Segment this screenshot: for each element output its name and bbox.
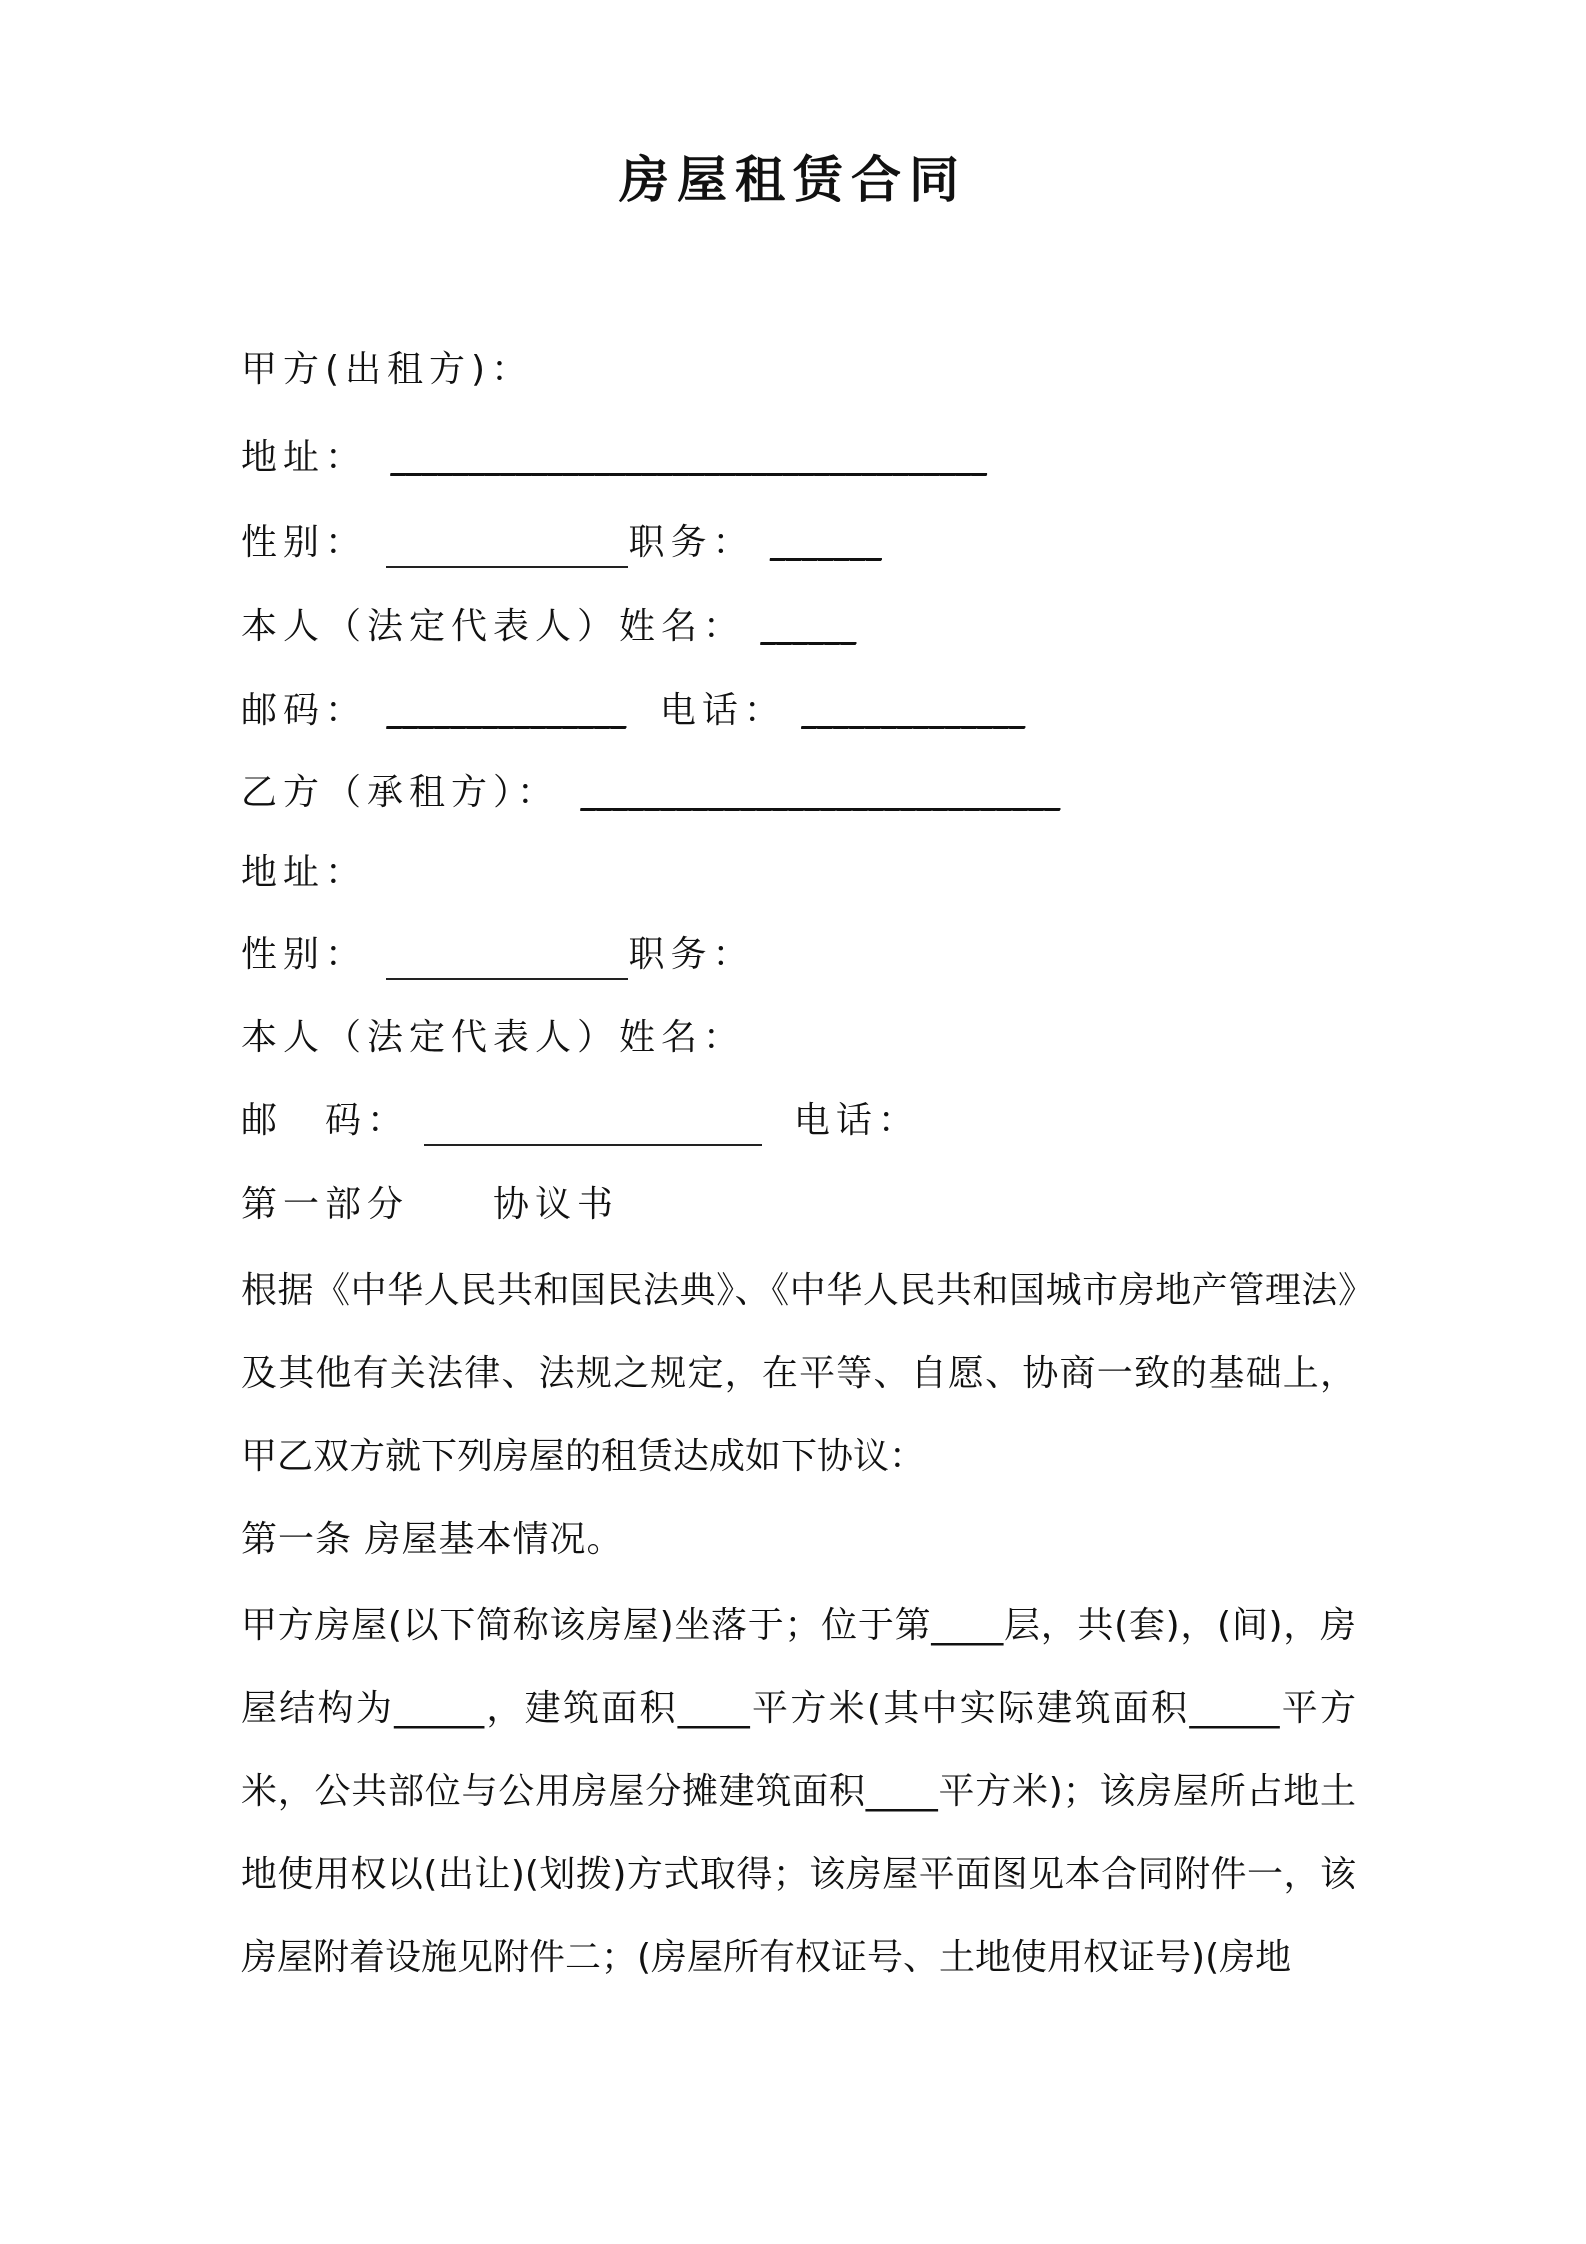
party-a-address-label: 地址：	[241, 437, 368, 478]
party-b-duty-label: 职务：	[628, 934, 755, 975]
party-a-gender-row	[241, 513, 882, 573]
document-title: 房屋租赁合同	[619, 151, 967, 209]
party-a-name-blank[interactable]: ______	[760, 611, 857, 646]
party-b-name-label: 本人（法定代表人）姓名：	[241, 1017, 746, 1058]
party-b-phone-label: 电话：	[793, 1100, 920, 1141]
party-a-gender-blank[interactable]	[386, 520, 628, 568]
party-a-name-label: 本人（法定代表人）姓名：	[241, 606, 746, 647]
party-b-postcode-blank[interactable]	[424, 1098, 762, 1146]
party-b-gender-row	[241, 925, 754, 985]
party-b-heading-blank[interactable]: ______________________________	[580, 777, 1061, 812]
party-a-phone-label: 电话：	[659, 690, 786, 731]
party-b-contact-row	[241, 1091, 920, 1151]
party-a-gender-label: 性别：	[241, 522, 368, 563]
party-a-address-row	[241, 428, 987, 488]
party-a-phone-blank[interactable]: ______________	[801, 695, 1026, 730]
party-a-postcode-blank[interactable]: _______________	[386, 695, 627, 730]
party-a-postcode-label: 邮码：	[241, 690, 368, 731]
part-one-heading: 第一部分 协议书	[241, 1184, 620, 1225]
party-a-contact-row	[241, 681, 1025, 741]
article-one-body: 甲方房屋(以下简称该房屋)坐落于；位于第____层，共(套)，(间)，房屋结构为_____，建筑面积____平方米(其中实际建筑面积_____平方米，公共部位与公用房屋分摊建筑面积____平方米)；该房屋所占地土地使用权以(出让)(划拨)方式取得；该房屋平面图见本合同附件一，该房屋附着设施见附件二；(房屋所有权证号、土地使用权证号)(房地	[241, 1605, 1356, 1978]
party-a-name-row	[241, 597, 856, 657]
party-a-duty-label: 职务：	[628, 522, 755, 563]
intro-paragraph: 根据《中华人民共和国民法典》、《中华人民共和国城市房地产管理法》及其他有关法律、法规之规定，在平等、自愿、协商一致的基础上，甲乙双方就下列房屋的租赁达成如下协议：	[241, 1270, 1356, 1477]
party-b-heading-label: 乙方（承租方）：	[241, 772, 560, 813]
party-b-address-label: 地址：	[241, 852, 368, 893]
party-b-name-row	[241, 1008, 745, 1068]
party-b-gender-blank[interactable]	[386, 932, 628, 980]
party-b-postcode-label: 邮 码：	[241, 1100, 410, 1141]
party-a-heading-label: 甲方(出租方)：	[241, 349, 534, 390]
party-a-heading	[241, 340, 533, 400]
party-a-duty-blank[interactable]: _______	[769, 527, 882, 562]
party-b-gender-label: 性别：	[241, 934, 368, 975]
party-b-heading-row	[241, 763, 1060, 823]
party-b-address-row	[241, 843, 367, 903]
article-one-heading: 第一条 房屋基本情况。	[241, 1519, 624, 1560]
party-a-address-blank[interactable]: ______________________________________	[390, 442, 988, 477]
